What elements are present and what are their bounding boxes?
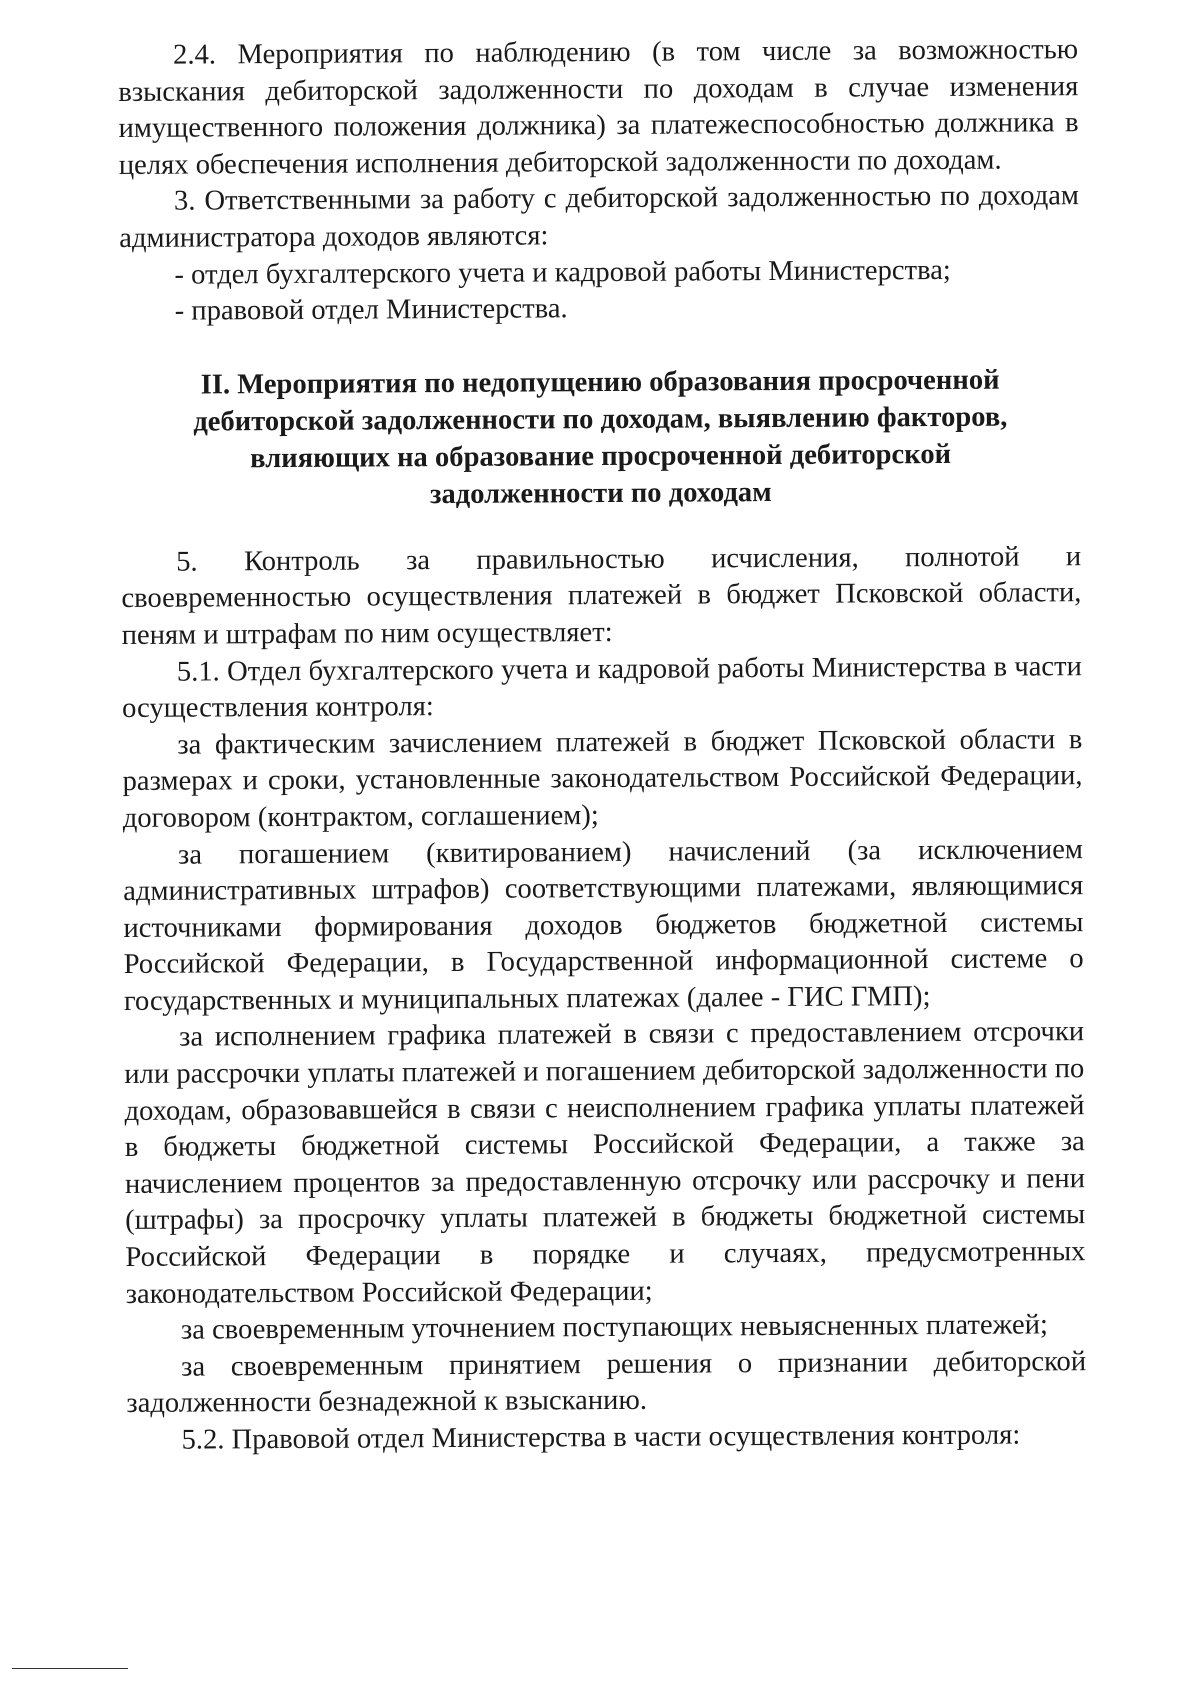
document-body — [118, 32, 1087, 1459]
paragraph-5-1: 5.1. Отдел бухгалтерского учета и кадровой работы Министерства в части осуществления контроля: — [122, 650, 1082, 725]
paragraph-control-schedule: за исполнением графика платежей в связи с предоставлением отсрочки или рассрочки уплаты платежей и погашением дебиторской задолженности по доходам, образовавшейся в связи с неисполнением графика уплаты платежей в бюджеты бюджетной системы Российской Федерации, а также за начислением процентов за предоставленную отсрочку или рассрочку и пени (штрафы) за просрочку уплаты платежей в бюджеты бюджетной системы Российской Федерации в порядке и случаях, предусмотренных законодательством Российской Федерации; — [124, 1016, 1086, 1310]
list-item-legal-dept: - правовой отдел Министерства. — [174, 293, 568, 327]
section-heading-line: дебиторской задолженности по доходам, выявлению факторов, — [193, 401, 1008, 438]
paragraph-3: 3. Ответственными за работу с дебиторской задолженностью по доходам администратора доходов являются: — [119, 180, 1080, 254]
section-heading-line: задолженности по доходам — [429, 476, 772, 510]
paragraph-control-crediting: за фактическим зачислением платежей в бюджет Псковской области в размерах и сроки, установленные законодательством Российской Федерации, договором (контрактом, соглашением); — [122, 723, 1083, 834]
paragraph-5: 5. Контроль за правильностью исчисления, полнотой и своевременностью осуществления платежей в бюджет Псковской области, пеням и штрафам по ним осуществляет: — [121, 540, 1082, 651]
section-heading-line: влияющих на образование просроченной дебиторской — [249, 438, 952, 474]
paragraph-control-repayment: за погашением (квитированием) начислений (за исключением административных штрафов) соответствующими платежами, являющимися источниками формирования доходов бюджетов бюджетной системы Российской Федерации, в Государственной информационной системе о государственных и муниципальных платежах (далее - ГИС ГМП); — [123, 833, 1084, 1017]
paragraph-control-clarification: за своевременным уточнением поступающих невыясненных платежей; — [180, 1309, 1049, 1346]
section-heading — [190, 361, 1011, 514]
paragraph-2-4: 2.4. Мероприятия по наблюдению (в том числе за возможностью взыскания дебиторской задолженности по доходам в случае изменения имущественного положения должника) за платежеспособностью должника в целях обеспечения исполнения дебиторской задолженности по доходам. — [118, 34, 1079, 181]
paragraph-control-bad-debt: за своевременным принятием решения о признании дебиторской задолженности безнадежной к взысканию. — [126, 1345, 1087, 1420]
paragraph-5-2: 5.2. Правовой отдел Министерства в части осуществления контроля: — [181, 1419, 1021, 1456]
footnote-divider — [12, 1668, 128, 1669]
section-heading-line: II. Мероприятия по недопущению образования просроченной — [200, 364, 1000, 401]
list-item-accounting-dept: - отдел бухгалтерского учета и кадровой работы Министерства; — [174, 254, 951, 291]
